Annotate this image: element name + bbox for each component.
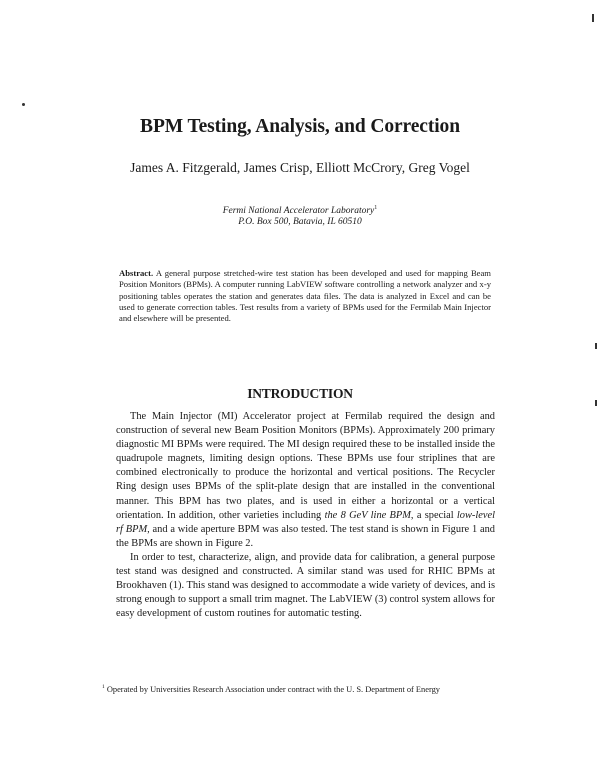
abstract-text: A general purpose stretched-wire test station has been developed and used for mapping Beam Position Monitors (BPMs). A computer running LabVIEW software controlling a network analyzer and x-y positioning tables operates the station and generates data files. The data is analyzed in Excel and can be used to generate correction tables. Test results from a variety of BPMs used for the Fermilab Main Injector and elsewhere will be presented. (119, 268, 491, 324)
paper-title: BPM Testing, Analysis, and Correction (140, 116, 460, 137)
emphasis-text: low-level rf BPM, (116, 509, 496, 535)
footnote (102, 682, 502, 695)
author-list: James A. Fitzgerald, James Crisp, Elliott McCrory, Greg Vogel (130, 160, 470, 175)
paragraph: In order to test, characterize, align, and provide data for calibration, a general purpose test stand was designed and constructed. A similar stand was used for RHIC BPMs at Brookhaven (1). This stand was designed to accommodate a wide variety of devices, and is strong enough to support a small trim magnet. The LabVIEW (3) control system allows for easy development of custom routines for automatic testing. (116, 551, 495, 620)
abstract (119, 268, 491, 324)
institution-name: Fermi National Accelerator Laboratory (222, 206, 375, 217)
scan-speck (22, 103, 25, 106)
introduction-body (116, 410, 495, 621)
scan-edge-mark (595, 343, 597, 349)
scan-edge-mark (592, 14, 594, 22)
affiliation-footnote-marker: 1 (374, 205, 378, 211)
institution-line (0, 203, 600, 217)
section-heading-introduction: INTRODUCTION (247, 386, 353, 401)
footnote-marker: 1 (102, 684, 105, 690)
paragraph (116, 410, 495, 551)
paragraph-text: The Main Injector (MI) Accelerator project at Fermilab required the design and construction of several new Beam Position Monitors (BPMs). Approximately 200 primary diagnostic MI BPMs were required. The MI design required these to be installed inside the quadrupole magnets, limiting design options. These BPMs use four striplines that are combined electronically to produce the horizontal and vertical positions. The Recycler Ring design uses BPMs of the split-plate design that are installed in the conventional manner. This BPM has two plates, and is used in either a horizontal or a vertical orientation. In addition, other varieties including (116, 411, 495, 521)
institution-address: P.O. Box 500, Batavia, IL 60510 (238, 217, 362, 228)
paragraph-text: and a wide aperture BPM was also tested. The test stand is shown in Figure 1 and the BPMs are shown in Figure 2. (116, 523, 495, 549)
abstract-label: Abstract. (119, 268, 154, 278)
footnote-text: Operated by Universities Research Association under contract with the U. S. Department of Energy (104, 684, 440, 694)
paragraph-text: , a special (410, 509, 457, 521)
affiliation-block (0, 203, 600, 228)
emphasis-text: the 8 GeV line BPM (324, 509, 411, 521)
